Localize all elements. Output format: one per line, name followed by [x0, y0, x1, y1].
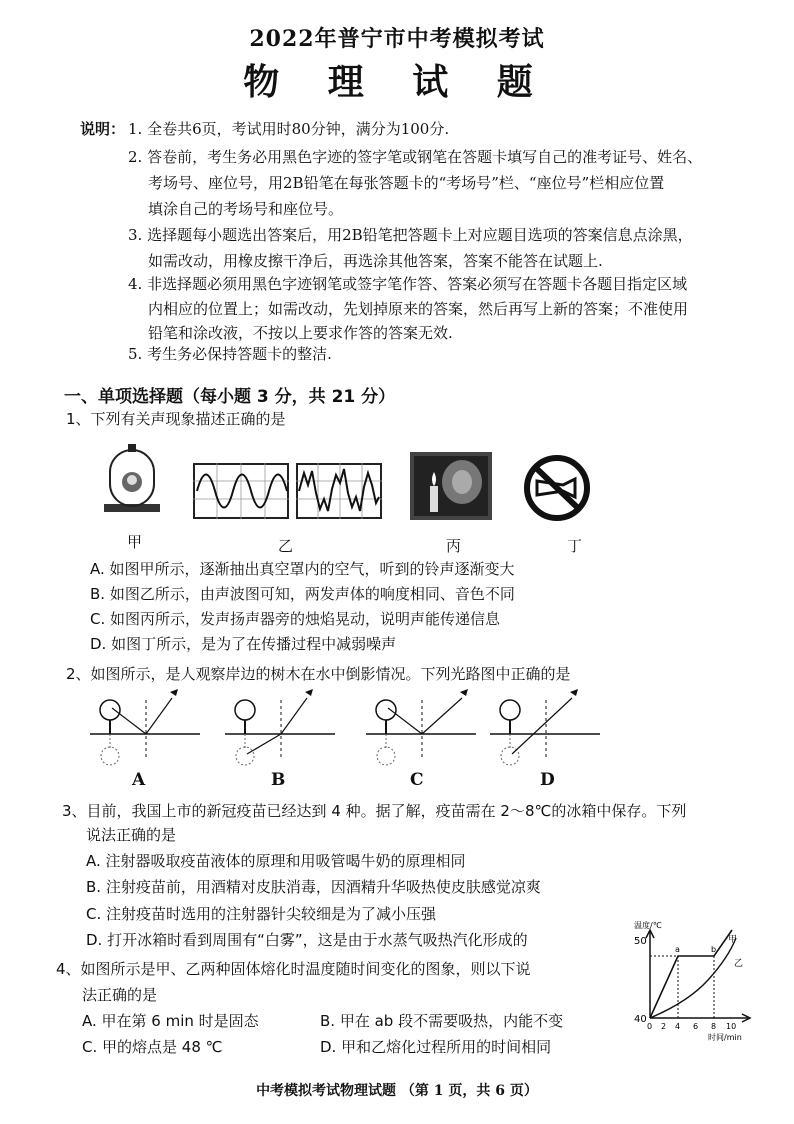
q1-stem: 1、下列有关声现象描述正确的是 [66, 410, 286, 428]
graph-point-a: a [675, 945, 680, 954]
diagram-label-d: D [540, 770, 555, 790]
q1-option-c: C. 如图丙所示，发声扬声器旁的烛焰晃动，说明声能传递信息 [90, 610, 501, 628]
graph-x-tick: 8 [711, 1022, 717, 1031]
light-path-diagram-c [366, 686, 476, 766]
graph-x-label: 时间/min [708, 1033, 742, 1042]
q3-option-a: A. 注射器吸取疫苗液体的原理和用吸管喝牛奶的原理相同 [86, 852, 466, 870]
diagram-label-c: C [410, 770, 424, 790]
graph-x-tick: 4 [675, 1022, 681, 1031]
q4-stem-line2: 法正确的是 [82, 986, 158, 1004]
graph-y-label: 温度/℃ [634, 921, 662, 930]
sound-wave-figure-1 [193, 463, 289, 519]
page-footer: 中考模拟考试物理试题 （第 1 页，共 6 页） [256, 1083, 538, 1099]
light-path-diagram-b [225, 686, 335, 766]
graph-x-tick: 10 [726, 1022, 737, 1031]
q3-option-b: B. 注射疫苗前，用酒精对皮肤消毒，因酒精升华吸热使皮肤感觉凉爽 [86, 878, 541, 896]
q2-stem: 2、如图所示，是人观察岸边的树木在水中倒影情况。下列光路图中正确的是 [66, 665, 571, 683]
instruction-line: 5. 考生务必保持答题卡的整洁. [128, 345, 332, 363]
melting-graph [628, 922, 758, 1042]
graph-y-tick: 40 [634, 1014, 647, 1025]
figure-label-ding: 丁 [567, 537, 583, 555]
diagram-label-b: B [271, 770, 286, 790]
q1-option-a: A. 如图甲所示，逐渐抽出真空罩内的空气，听到的铃声逐渐变大 [90, 560, 515, 578]
q3-option-d: D. 打开冰箱时看到周围有“白雾”，这是由于水蒸气吸热汽化形成的 [86, 931, 528, 949]
instruction-line: 铅笔和涂改液，不按以上要求作答的答案无效. [148, 324, 453, 342]
q4-option-c: C. 甲的熔点是 48 ℃ [82, 1038, 223, 1056]
instruction-line: 2. 答卷前，考生务必用黑色字迹的签字笔或钢笔在答题卡填写自己的准考证号、姓名、 [128, 148, 703, 166]
light-path-diagram-d [490, 686, 600, 766]
graph-point-b: b [711, 945, 717, 954]
instruction-line: 3. 选择题每小题选出答案后，用2B铅笔把答题卡上对应题目选项的答案信息点涂黑， [128, 226, 693, 244]
instruction-line: 填涂自己的考场号和座位号。 [148, 200, 344, 218]
figure-label-jia: 甲 [127, 533, 143, 551]
q4-option-a: A. 甲在第 6 min 时是固态 [82, 1012, 259, 1030]
graph-x-tick: 0 [647, 1022, 653, 1031]
diagram-label-a: A [132, 770, 146, 790]
instruction-line: 内相应的位置上；如需改动，先划掉原来的答案，然后再写上新的答案；不准使用 [148, 300, 689, 318]
q3-stem-line2: 说法正确的是 [86, 826, 177, 844]
q1-option-d: D. 如图丁所示，是为了在传播过程中减弱噪声 [90, 635, 397, 653]
bell-jar-figure [100, 440, 165, 522]
instructions-label: 说明： [80, 120, 126, 138]
graph-series-jia: 甲 [728, 935, 738, 945]
no-honking-sign [523, 455, 591, 521]
instruction-line: 4. 非选择题必须用黑色字迹钢笔或签字笔作答、答案必须写在答题卡各题目指定区域 [128, 275, 688, 293]
instruction-line: 1. 全卷共6页，考试用时80分钟，满分为100分. [128, 120, 450, 138]
q4-option-b: B. 甲在 ab 段不需要吸热，内能不变 [320, 1012, 564, 1030]
figure-label-yi: 乙 [278, 537, 294, 555]
exam-title: 2022年普宁市中考模拟考试 [249, 26, 545, 52]
q4-option-d: D. 甲和乙熔化过程所用的时间相同 [320, 1038, 552, 1056]
q1-option-b: B. 如图乙所示，由声波图可知，两发声体的响度相同、音色不同 [90, 585, 515, 603]
speaker-candle-figure [410, 452, 492, 520]
graph-x-tick: 2 [661, 1022, 667, 1031]
section-heading: 一、单项选择题（每小题 3 分，共 21 分） [64, 387, 396, 407]
subject-title: 物 理 试 题 [243, 61, 551, 103]
q3-stem-line1: 3、目前，我国上市的新冠疫苗已经达到 4 种。据了解，疫苗需在 2～8℃的冰箱中保存。下列 [62, 802, 687, 820]
q4-stem-line1: 4、如图所示是甲、乙两种固体熔化时温度随时间变化的图象，则以下说 [56, 960, 531, 978]
instruction-line: 如需改动，用橡皮擦干净后，再选涂其他答案，答案不能答在试题上. [148, 252, 603, 270]
graph-series-yi: 乙 [734, 959, 744, 969]
graph-y-tick: 50 [634, 936, 647, 947]
instruction-line: 考场号、座位号，用2B铅笔在每张答题卡的“考场号”栏、“座位号”栏相应位置 [148, 174, 665, 192]
graph-x-tick: 6 [693, 1022, 699, 1031]
sound-wave-figure-2 [296, 463, 382, 519]
light-path-diagram-a [90, 686, 200, 766]
q3-option-c: C. 注射疫苗时选用的注射器针尖较细是为了减小压强 [86, 905, 437, 923]
figure-label-bing: 丙 [446, 537, 462, 555]
